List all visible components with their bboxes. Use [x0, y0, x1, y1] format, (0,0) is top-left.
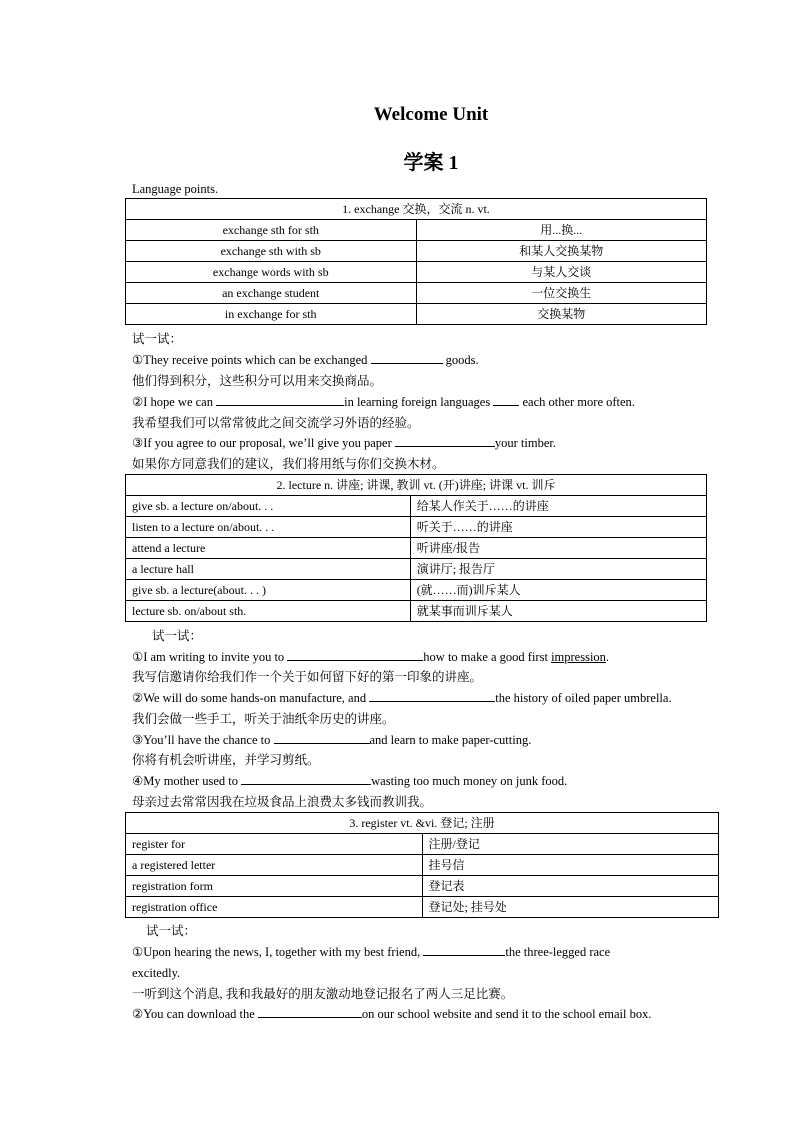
translation-line: 母亲过去常常因我在垃圾食品上浪费太多钱而教训我。: [132, 795, 433, 809]
exchange-table: [125, 198, 707, 325]
page-title: Welcome Unit: [373, 104, 489, 125]
table-row: register for 注册/登记: [126, 834, 719, 855]
translation-line: 我希望我们可以常常彼此之间交流学习外语的经验。: [132, 416, 420, 430]
table-row: exchange sth for sth 用...换...: [126, 220, 707, 241]
table-row: exchange sth with sb 和某人交换某物: [126, 241, 707, 262]
try-label: 试一试：: [146, 924, 197, 938]
register-table: [125, 812, 719, 918]
exercise-line: ①Upon hearing the news, I, together with my best friend, the three-legged race: [132, 945, 611, 959]
table-row: listen to a lecture on/about. . . 听关于……的讲座: [126, 517, 707, 538]
exercise-line: ②I hope we can in learning foreign languages each other more often.: [132, 395, 635, 409]
table-row: give sb. a lecture(about. . . ) (就……而)训斥某人: [126, 580, 707, 601]
translation-line: 如果你方同意我们的建议，我们将用纸与你们交换木材。: [132, 457, 445, 471]
page-subtitle: 学案 1: [403, 152, 459, 174]
translation-line: 你将有机会听讲座，并学习剪纸。: [132, 753, 320, 767]
translation-line: 我们会做一些手工，听关于油纸伞历史的讲座。: [132, 712, 395, 726]
table-row: an exchange student 一位交换生: [126, 283, 707, 304]
table-row: exchange words with sb 与某人交谈: [126, 262, 707, 283]
table-header: 2. lecture n. 讲座; 讲课, 教训 vt. (开)讲座; 讲课 vt. 训斥: [126, 475, 707, 496]
answer-blank[interactable]: [216, 394, 344, 406]
intro-text: Language points.: [132, 182, 219, 196]
lecture-table: [125, 474, 707, 622]
exercise-line: ③You’ll have the chance to and learn to make paper-cutting.: [132, 733, 532, 747]
table-row: registration office 登记处; 挂号处: [126, 897, 719, 918]
translation-line: 我写信邀请你给我们作一个关于如何留下好的第一印象的讲座。: [132, 670, 483, 684]
answer-blank[interactable]: [395, 435, 495, 447]
try-label: 试一试：: [132, 332, 183, 346]
answer-blank[interactable]: [371, 352, 443, 364]
try-label: 试一试：: [152, 629, 203, 643]
table-row: in exchange for sth 交换某物: [126, 304, 707, 325]
table-row: give sb. a lecture on/about. . . 给某人作关于……的讲座: [126, 496, 707, 517]
exercise-line: ④My mother used to wasting too much money on junk food.: [132, 774, 568, 788]
exercise-line-cont: excitedly.: [132, 966, 181, 980]
exercise-line: ②We will do some hands-on manufacture, and the history of oiled paper umbrella.: [132, 691, 672, 705]
answer-blank[interactable]: [274, 732, 370, 744]
table-row: attend a lecture 听讲座/报告: [126, 538, 707, 559]
answer-blank[interactable]: [493, 394, 519, 406]
answer-blank[interactable]: [369, 690, 495, 702]
exercise-line: ①They receive points which can be exchanged goods.: [132, 353, 479, 367]
answer-blank[interactable]: [287, 649, 423, 661]
table-row: a registered letter 挂号信: [126, 855, 719, 876]
table-header: 1. exchange 交换，交流 n. vt.: [126, 199, 707, 220]
table-row: registration form 登记表: [126, 876, 719, 897]
exercise-line: ①I am writing to invite you to how to make a good first impression.: [132, 650, 610, 664]
table-header: 3. register vt. &vi. 登记; 注册: [126, 813, 719, 834]
answer-blank[interactable]: [241, 773, 371, 785]
answer-blank[interactable]: [258, 1006, 362, 1018]
translation-line: 他们得到积分，这些积分可以用来交换商品。: [132, 374, 383, 388]
answer-blank[interactable]: [423, 944, 505, 956]
exercise-line: ③If you agree to our proposal, we’ll give you paper your timber.: [132, 436, 556, 450]
translation-line: 一听到这个消息, 我和我最好的朋友激动地登记报名了两人三足比赛。: [132, 987, 514, 1001]
table-row: lecture sb. on/about sth. 就某事而训斥某人: [126, 601, 707, 622]
table-row: a lecture hall 演讲厅; 报告厅: [126, 559, 707, 580]
exercise-line: ②You can download the on our school website and send it to the school email box.: [132, 1007, 652, 1021]
